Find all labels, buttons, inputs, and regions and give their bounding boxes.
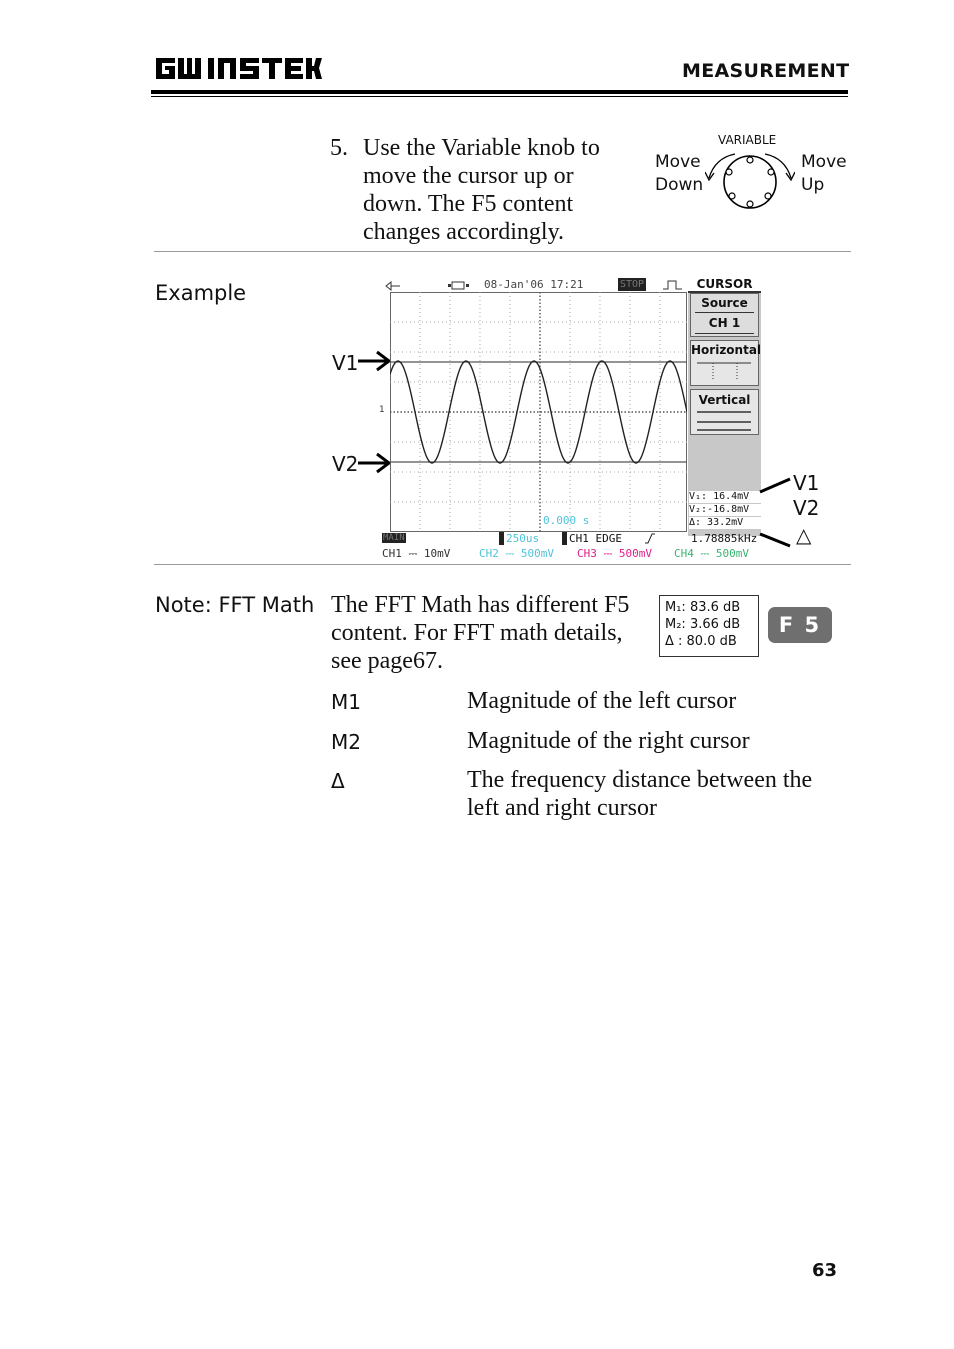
fft-readout-box (659, 595, 759, 657)
vertical-cursor-icon (691, 410, 758, 434)
callout-v2: V2 (332, 452, 359, 476)
knob-move-down-2: Down (655, 175, 704, 195)
knob-move-down-1: Move (655, 152, 701, 172)
note-text: The FFT Math has different F5 content. For FFT math details, see page67. (331, 592, 630, 674)
timebase: 250us (499, 532, 539, 545)
ch4-scale: CH4 ⎓ 500mV (674, 547, 750, 560)
def-desc-m1: Magnitude of the left cursor (467, 688, 737, 714)
horizontal-cursor-icon (691, 359, 758, 383)
ch1-ground-marker: 1 (379, 405, 385, 415)
menu-horizontal-label: Horizontal (691, 343, 762, 357)
ch3-scale: CH3 ⎓ 500mV (577, 547, 653, 560)
def-term-m2: M2 (331, 730, 361, 754)
cursor-menu (688, 278, 761, 536)
f5-button[interactable]: F 5 (768, 607, 832, 643)
fft-m1: M₁: 83.6 dB (665, 600, 741, 615)
scope-date: 08-Jan'06 17:21 (484, 278, 584, 291)
trigger-source: CH1 EDGE (562, 532, 622, 545)
fft-delta: Δ : 80.0 dB (665, 634, 737, 649)
menu-source-value: CH 1 (695, 313, 754, 334)
time-offset: 0.000 s (543, 514, 590, 527)
readout-v1: V₁: 16.4mV (689, 491, 761, 503)
fft-m2: M₂: 3.66 dB (665, 617, 741, 632)
def-term-m1: M1 (331, 690, 361, 714)
menu-vertical-label: Vertical (698, 393, 751, 407)
readout-delta: Δ: 33.2mV (689, 517, 761, 529)
side-callout-v2: V2 (793, 496, 820, 520)
trigger-edge-icon (662, 279, 684, 291)
header-rule-thin (151, 96, 848, 97)
scope-stop-badge: STOP (620, 279, 645, 290)
def-term-delta: Δ (331, 769, 345, 793)
oscilloscope-screen (378, 278, 764, 562)
def-desc-m2: Magnitude of the right cursor (467, 728, 750, 754)
example-label: Example (155, 281, 247, 305)
ch1-scale: CH1 ⎓ 10mV (382, 547, 451, 560)
variable-knob-figure (650, 130, 850, 215)
side-callout-v1: V1 (793, 471, 820, 495)
def-desc-delta: The frequency distance between the left and right cursor (467, 767, 813, 821)
knob-title: VARIABLE (718, 133, 777, 147)
header-rule (151, 90, 848, 94)
page-number: 63 (812, 1260, 838, 1281)
separator (154, 564, 851, 565)
ch2-scale: CH2 ⎓ 500mV (479, 547, 555, 560)
menu-vertical-button[interactable] (690, 389, 759, 435)
brand-logo (153, 55, 323, 83)
section-title: MEASUREMENT (682, 60, 850, 82)
knob-icon (705, 148, 795, 213)
step-number: 5. (330, 135, 348, 161)
readout-v2: V₂:-16.8mV (689, 504, 761, 516)
frequency: 1.78885kHz (691, 532, 758, 545)
callout-lines (758, 476, 794, 550)
side-callout-delta: △ (796, 523, 812, 547)
callout-v1: V1 (332, 351, 359, 375)
menu-horizontal-button[interactable] (690, 340, 762, 386)
step-text: Use the Variable knob to move the cursor up or down. The F5 content changes accordingly. (363, 135, 600, 245)
menu-source-label: Source (695, 294, 754, 313)
knob-move-up-1: Move (801, 152, 847, 172)
scope-graticule (390, 292, 687, 532)
separator (154, 251, 851, 252)
main-badge: MAIN (383, 533, 405, 543)
menu-title: CURSOR (688, 278, 761, 293)
rising-edge-icon (644, 533, 656, 544)
menu-source-button[interactable] (690, 293, 759, 337)
note-label: Note: FFT Math (155, 593, 315, 617)
knob-move-up-2: Up (801, 175, 825, 195)
